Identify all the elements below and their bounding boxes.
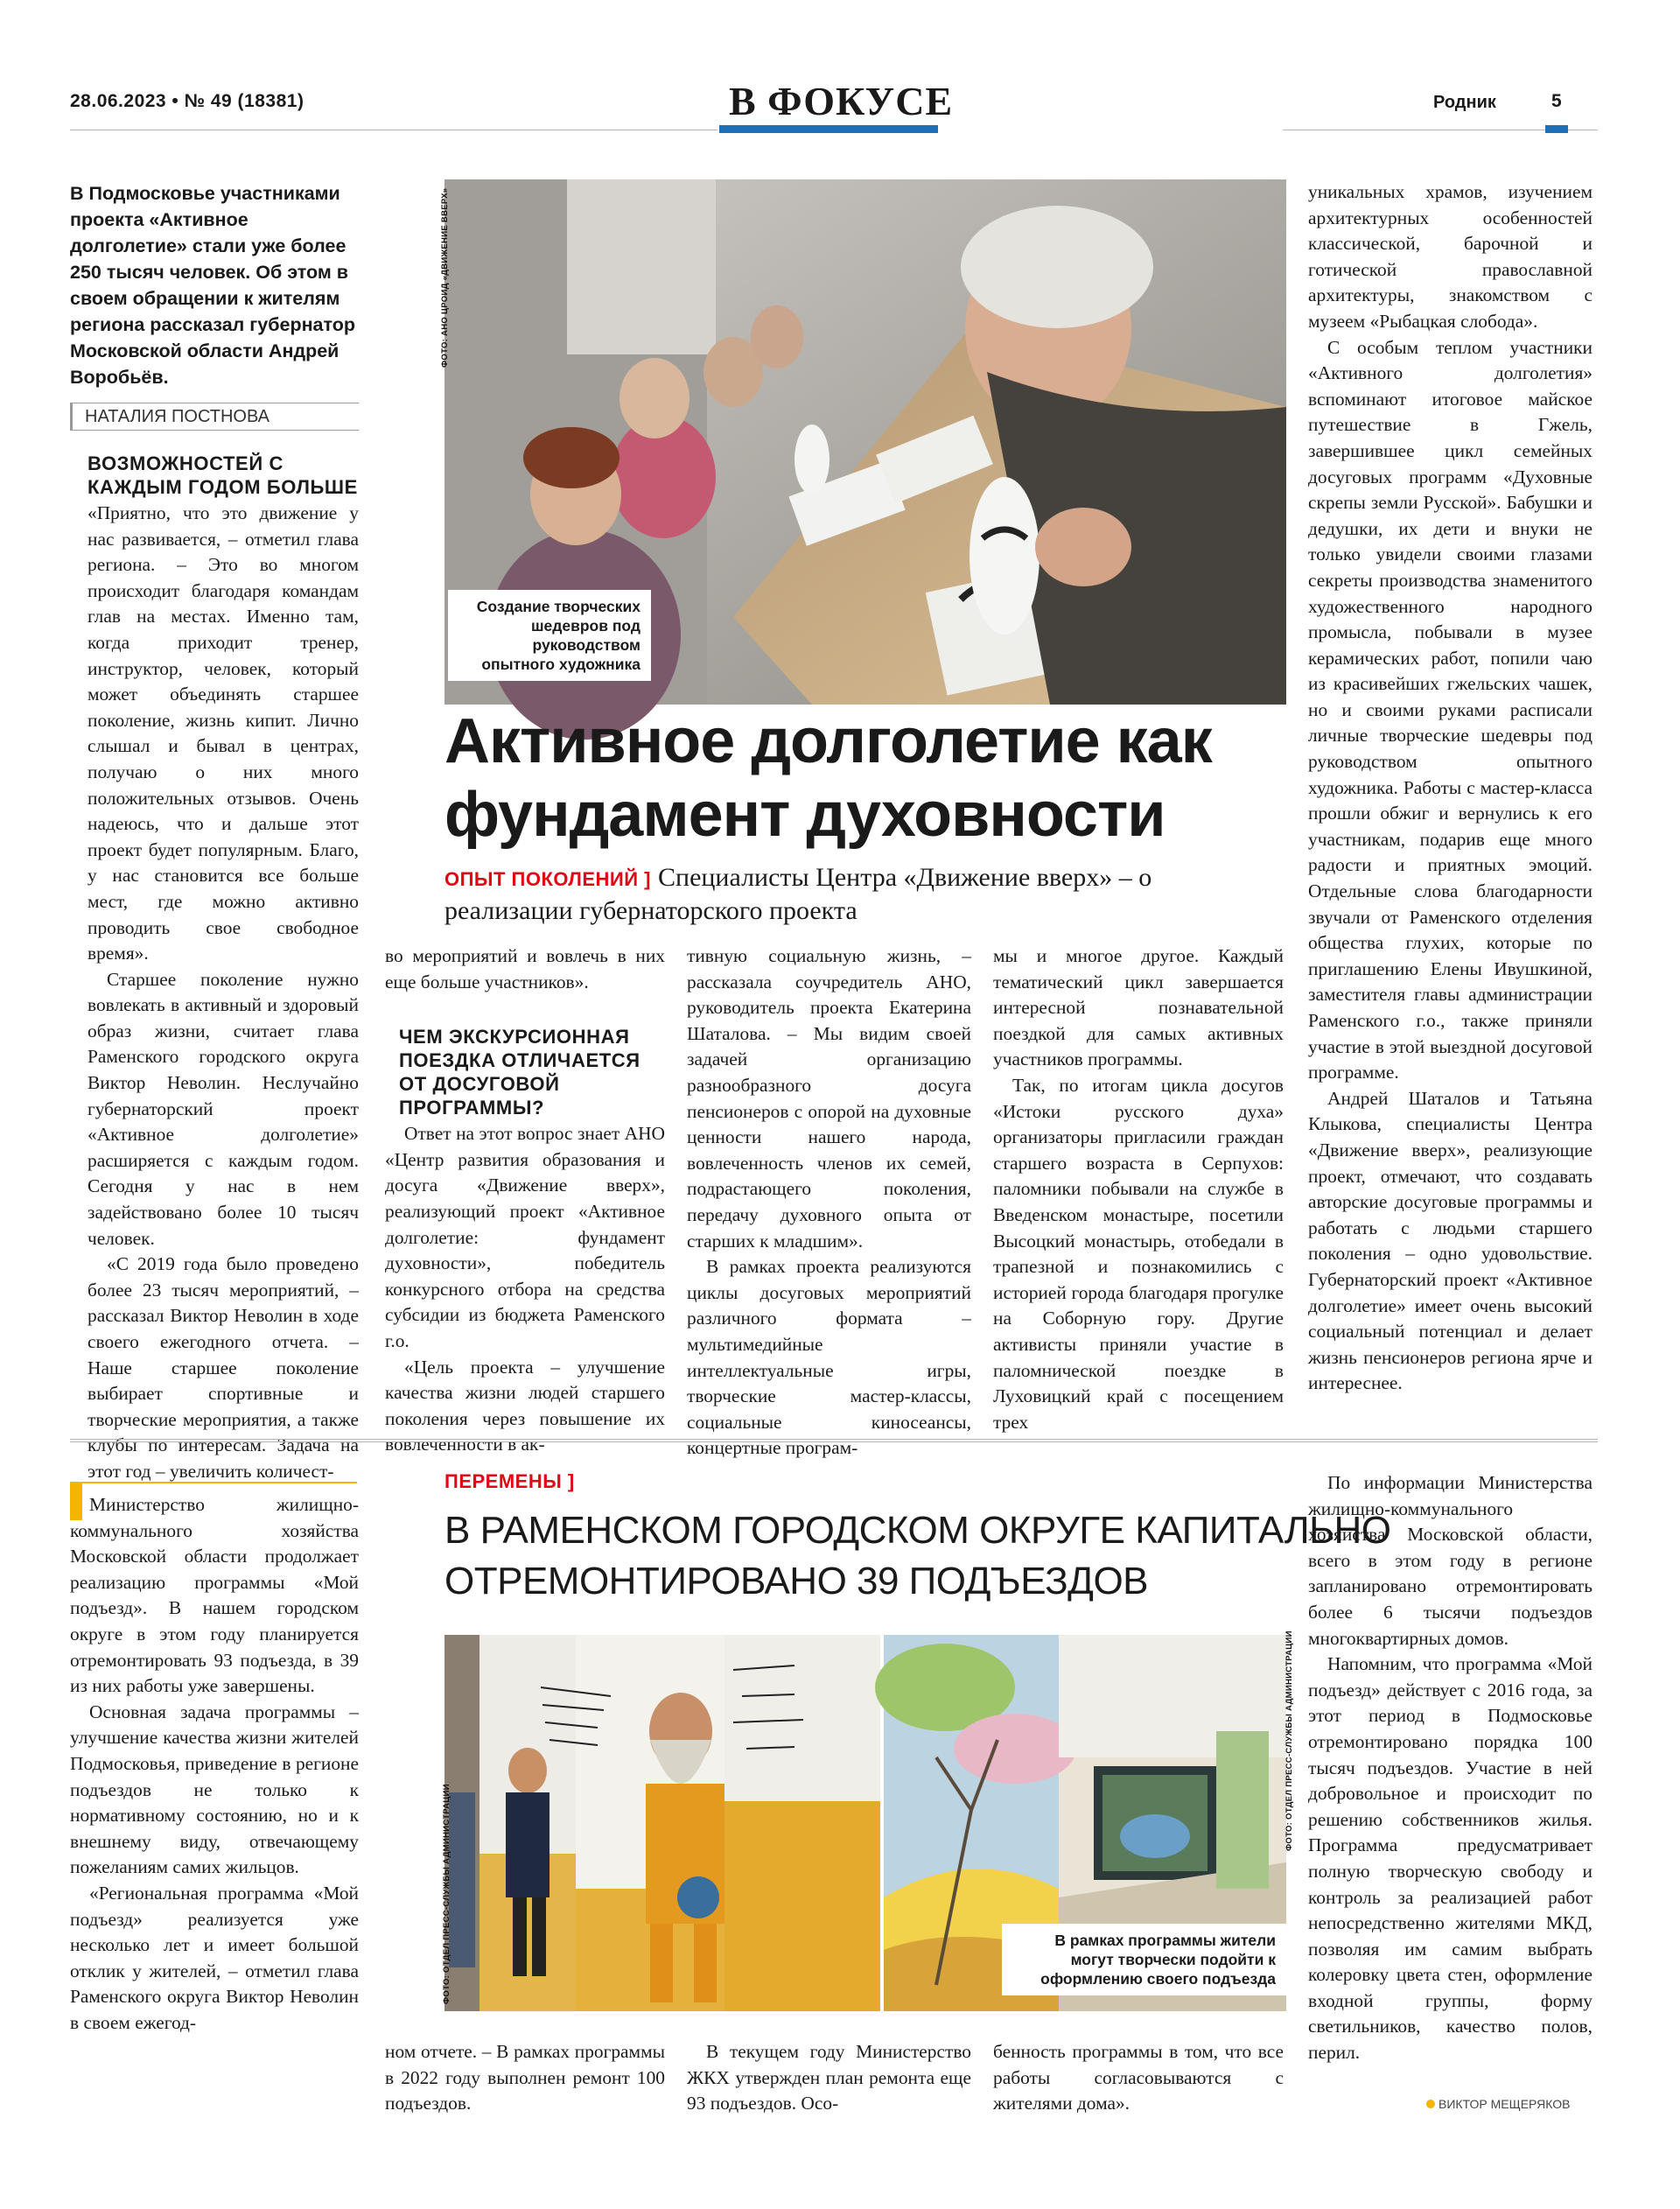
deck-text: Специалисты Центра «Движение вверх» – о реализации губернаторского проекта bbox=[444, 863, 1152, 925]
article1-column-4 bbox=[993, 943, 1284, 1433]
article2-title-line-2: ОТРЕМОНТИРОВАНО 39 ПОДЪЕЗДОВ bbox=[444, 1560, 1149, 1602]
article-lead: В Подмосковье участниками проекта «Активное долголетие» стали уже более 250 тысяч человек. Об этом в своем обращении к жителям региона рассказал губернатор Московской области Андрей Воробьёв. bbox=[70, 183, 356, 388]
paragraph: Напомним, что программа «Мой подъезд» действует с 2016 года, за этот период в Подмосковье отремонтировано порядка 100 тысяч подъездов. Участие в ней добровольное и происходит по решению собственников жилья. Программа предусматривает полную творческую свободу и контроль за реализацией работ непосредственно жителями МКД, позволяя им самим выбрать колеровку цвета стен, оформление входной группы, форму светильников, качество полов, перил. bbox=[1308, 1653, 1592, 2064]
photo-caption: Создание творческих шедевров под руководством опытного художника bbox=[448, 590, 651, 681]
paragraph: С особым теплом участники «Активного долголетия» вспоминают итоговое майское путешествие в Гжель, завершившее цикл семейных досуговых программ «Духовные скрепы земли Русской». Бабушки и дедушки, их дети и внуки не только увидели своими глазами секреты производства знаменитого художественного народного промысла, побывали в музее керамических работ, попили чаю из красивейших гжельских чашек, но и своими руками расписали личные творческие шедевры под руководством опытного художника. Работы с мастер-класса прошли обжиг и вернулись к его участникам, подарив еще много радости и приятных эмоций. Отдельные слова благодарности звучали от Раменского отделения общества глухих, которые по приглашению Елены Ивушкиной, заместителя главы администрации Раменского г.о., также приняли участие в этой выездной досуговой программе. bbox=[1308, 336, 1592, 1083]
author-byline bbox=[70, 403, 359, 431]
article-title-line-2: фундамент духовности bbox=[444, 780, 1166, 850]
article2-column-4 bbox=[993, 2039, 1284, 2118]
subhead-opportunities: ВОЗМОЖНОСТЕЙ С КАЖДЫМ ГОДОМ БОЛЬШЕ bbox=[88, 452, 358, 498]
subhead-excursion: ЧЕМ ЭКСКУРСИОННАЯ ПОЕЗДКА ОТЛИЧАЕТСЯ ОТ ДОСУГОВОЙ ПРОГРАММЫ? bbox=[399, 1026, 640, 1119]
article2-column-1 bbox=[70, 1492, 359, 2105]
paragraph: «Региональная программа «Мой подъезд» реализуется уже несколько лет и имеет большой отклик у жителей, – отметил глава Раменского округа Виктор Неволин в своем ежегод- bbox=[70, 1882, 359, 2033]
paragraph: «С 2019 года было проведено более 23 тысяч мероприятий, – рассказал Виктор Неволин в ходе своего ежегодного отчета. – Наше старшее поколение выбирает спортивные и творческие мероприятия, а также клубы по интересам. Задача на этот год – увеличить количест- bbox=[88, 1253, 359, 1482]
article2-author bbox=[1426, 2097, 1570, 2111]
section-underline bbox=[719, 125, 938, 133]
paragraph: Ответ на этот вопрос знает АНО «Центр развития образования и досуга «Движение вверх», реализующий проект «Активное долголетие: фундамент духовности», победитель конкурсного отбора на средства субсидии из бюджета Раменского г.о. bbox=[385, 1123, 665, 1351]
photo2-credit: ФОТО: ОТДЕЛ ПРЕСС-СЛУЖБЫ АДМИНИСТРАЦИИ bbox=[1284, 1630, 1294, 1851]
newspaper-name: Родник bbox=[1433, 93, 1496, 112]
paragraph: Основная задача программы – улучшение качества жизни жителей Подмосковья, приведение в регионе подъездов не только к нормативному состоянию, но и к внешнему виду, отвечающему пожеланиям самих жильцов. bbox=[70, 1701, 359, 1878]
article-title-line-1: Активное долголетие как bbox=[444, 706, 1212, 776]
paragraph: во мероприятий и вовлечь в них еще больше участников». bbox=[385, 945, 665, 992]
article1-column-1 bbox=[88, 452, 359, 1482]
author-dot-icon bbox=[1426, 2100, 1435, 2108]
author-name: НАТАЛИЯ ПОСТНОВА bbox=[85, 407, 270, 426]
article-divider bbox=[70, 1439, 1598, 1442]
stairwell-mural-photo bbox=[444, 1635, 880, 2011]
section-title: В ФОКУСЕ bbox=[729, 79, 954, 123]
paragraph: Старшее поколение нужно вовлекать в активный и здоровый образ жизни, считает глава Раменского городского округа Виктор Неволин. Неслучайно губернаторский проект «Активное долголетие» расширяется с каждым годом. Сегодня у нас в нем задействовано более 10 тысяч человек. bbox=[88, 968, 359, 1249]
author-name: ВИКТОР МЕЩЕРЯКОВ bbox=[1438, 2097, 1571, 2111]
paragraph: мы и многое другое. Каждый тематический цикл завершается интересной познавательной поездкой для самых активных участников программы. bbox=[993, 945, 1284, 1070]
article-title bbox=[444, 705, 1286, 852]
paragraph: В текущем году Министерство ЖКХ утвержден план ремонта еще 93 подъездов. Осо- bbox=[687, 2041, 971, 2114]
page-number-marker bbox=[1545, 125, 1568, 133]
photo-credit: ФОТО: АНО ЦРОИД «ДВИЖЕНИЕ ВВЕРХ» bbox=[440, 187, 450, 368]
paragraph: Так, по итогам цикла досугов «Истоки русского духа» организаторы пригласили граждан старшего возраста в Серпухов: паломники побывали на службе в Введенском монастыре, посетили Высоцкий монастырь, отобедали в трапезной и познакомились с историей города благодаря прогулке на Соборную гору. Другие активисты приняли участие в паломнической поездке в Луховицкий край с посещением трех bbox=[993, 1074, 1284, 1433]
article2-column-5 bbox=[1308, 1470, 1592, 2100]
paragraph: «Приятно, что это движение у нас развивается, – отметил глава региона. – Это во многом происходит благодаря командам глав на местах. Именно там, когда приходит тренер, инструктор, человек, который может объединять старшее поколение, жизнь кипит. Лично слышал и бывал в центрах, получаю о них много положительных отзывов. Очень надеюсь, что и дальше этот проект будет популярным. Благо, у нас становится все больше мест, где можно активно проводить свое свободное время». bbox=[88, 502, 359, 964]
article2-title bbox=[444, 1505, 1391, 1607]
article1-column-2 bbox=[385, 943, 665, 1455]
paragraph: По информации Министерства жилищно-коммунального хозяйства Московской области, всего в этом году в регионе запланировано отремонтировать более 6 тысячи подъездов многоквартирных домов. bbox=[1308, 1472, 1592, 1649]
article2-column-2 bbox=[385, 2039, 665, 2118]
photo1-credit: ФОТО: ОТДЕЛ ПРЕСС-СЛУЖБЫ АДМИНИСТРАЦИИ bbox=[442, 1784, 452, 2004]
paragraph: Андрей Шаталов и Татьяна Клыкова, специалисты Центра «Движение вверх», реализующие проект, отмечают, что создавать авторские досуговые программы и работать с людьми старшего поколения – одно удовольствие. Губернаторский проект «Активное долголетие» имеет очень высокий социальный потенциал и делает жизнь пенсионеров региона ярче и интереснее. bbox=[1308, 1087, 1592, 1394]
article-deck bbox=[444, 862, 1284, 927]
paragraph: бенность программы в том, что все работы согласовываются с жителями дома». bbox=[993, 2041, 1284, 2114]
stairwell-mural-image bbox=[444, 1635, 880, 2011]
article1-column-3 bbox=[687, 943, 971, 1459]
article1-column-5 bbox=[1308, 179, 1592, 1422]
article2-rubric: ПЕРЕМЕНЫ ] bbox=[444, 1470, 575, 1492]
article2-title-line-1: В РАМЕНСКОМ ГОРОДСКОМ ОКРУГЕ КАПИТАЛЬНО bbox=[444, 1509, 1391, 1552]
issue-info: 28.06.2023 • № 49 (18381) bbox=[70, 91, 304, 111]
paragraph: Министерство жилищно-коммунального хозяйства Московской области продолжает реализацию программы «Мой подъезд». В нашем городском округе в этом году планируется отремонтировать 93 подъезда, в 39 из них работы уже завершены. bbox=[70, 1494, 359, 1697]
page-number: 5 bbox=[1551, 91, 1562, 111]
paragraph: уникальных храмов, изучением архитектурных особенностей классической, барочной и готической православной архитектуры, знакомством с музеем «Рыбацкая слобода». bbox=[1308, 181, 1592, 332]
paragraph: «Цель проекта – улучшение качества жизни людей старшего поколения через повышение их вовлеченности в ак- bbox=[385, 1356, 665, 1455]
paragraph: ном отчете. – В рамках программы в 2022 году выполнен ремонт 100 подъездов. bbox=[385, 2041, 665, 2114]
rubric-label: ОПЫТ ПОКОЛЕНИЙ ] bbox=[444, 868, 651, 890]
paragraph: В рамках проекта реализуются циклы досуговых мероприятий различного формата – мультимедийные интеллектуальные игры, творческие мастер-классы, социальные киносеансы, концертные програм- bbox=[687, 1256, 971, 1459]
paragraph: тивную социальную жизнь, – рассказала соучредитель АНО, руководитель проекта Екатерина Шаталова. – Мы видим своей задачей организацию разнообразного досуга пенсионеров с опорой на духовные ценности нашего народа, вовлеченность членов их семей, подрастающего поколения, передачу духовного опыта от старших к младшим». bbox=[687, 945, 971, 1252]
article2-column-3 bbox=[687, 2039, 971, 2118]
article2-photo-caption: В рамках программы жители могут творчески подойти к оформлению своего подъезда bbox=[1002, 1924, 1286, 1995]
